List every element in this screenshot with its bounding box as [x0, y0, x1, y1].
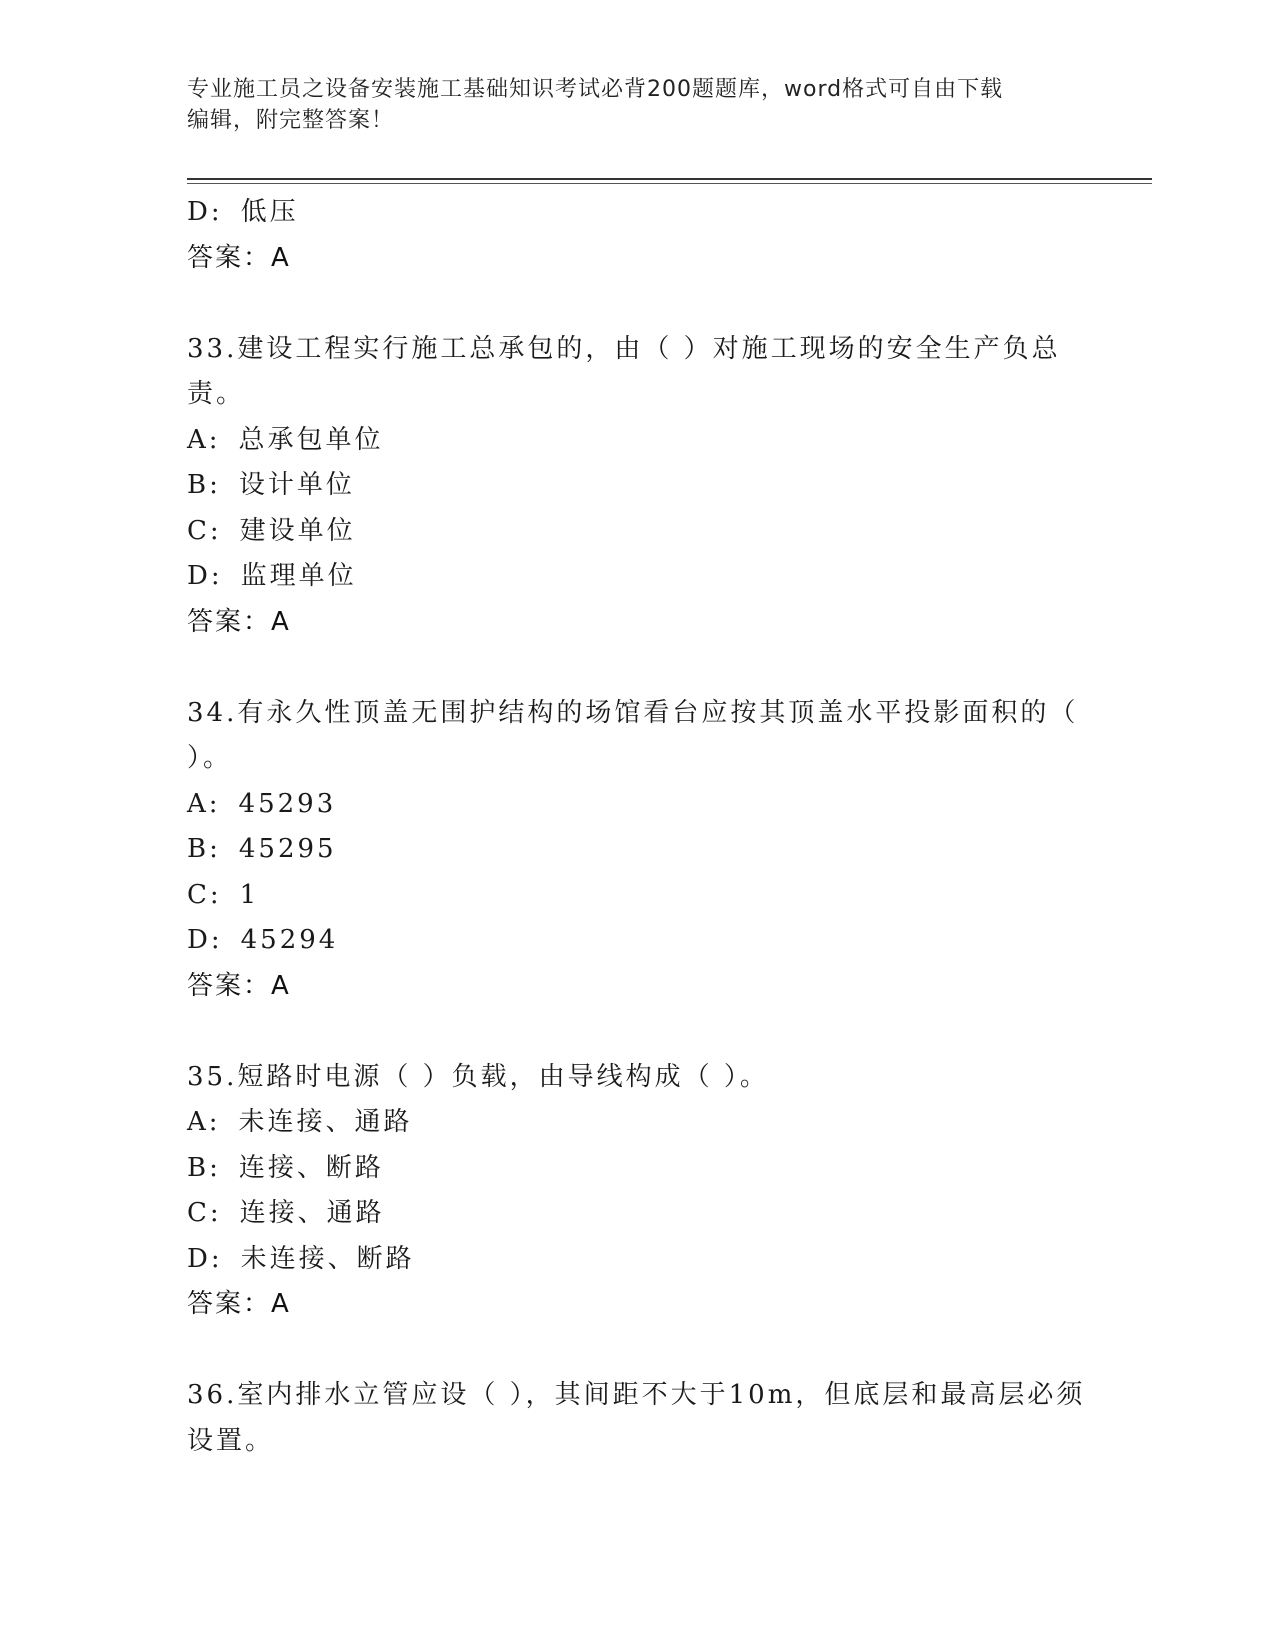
option-label: A: — [187, 1107, 221, 1137]
option-text: 45294 — [240, 925, 339, 955]
option-label: D: — [187, 925, 223, 955]
header-divider-thin — [187, 183, 1152, 184]
option-d — [187, 918, 1087, 964]
option-text: 未连接、通路 — [238, 1107, 413, 1137]
option-label: C: — [187, 879, 222, 910]
option-label: D: — [187, 561, 223, 591]
option-label: D: — [187, 197, 223, 227]
option-d — [187, 554, 1087, 600]
question-text-cont: ）。 — [187, 743, 233, 773]
answer-line: 答案：A — [187, 242, 291, 273]
option-text: 连接、通路 — [239, 1198, 385, 1228]
option-c — [187, 873, 1087, 919]
header-line-2: 编辑，附完整答案！ — [187, 108, 395, 133]
option-d — [187, 190, 1087, 236]
option-text: 1 — [239, 879, 260, 910]
question-text-cont: 设置。 — [187, 1425, 275, 1456]
option-label: C: — [187, 515, 222, 546]
option-d — [187, 1237, 1087, 1283]
header-line-1: 专业施工员之设备安装施工基础知识考试必背200题题库，word格式可自由下载 — [187, 77, 1004, 102]
option-text: 设计单位 — [238, 470, 355, 500]
option-a — [187, 782, 1087, 828]
option-label: A: — [187, 788, 221, 819]
option-text: 未连接、断路 — [240, 1243, 415, 1274]
option-c — [187, 1191, 1087, 1237]
question-35 — [187, 1055, 1087, 1328]
option-b — [187, 827, 1087, 873]
option-text: 总承包单位 — [238, 424, 384, 455]
question-36 — [187, 1373, 1087, 1464]
option-text: 45295 — [238, 834, 337, 864]
question-text: 34.有永久性顶盖无围护结构的场馆看台应按其顶盖水平投影面积的（ — [187, 697, 1079, 728]
option-c — [187, 509, 1087, 555]
option-a — [187, 418, 1087, 464]
question-text: 35.短路时电源（ ）负载，由导线构成（ ）。 — [187, 1061, 769, 1092]
option-text: 低压 — [240, 197, 299, 227]
option-label: D: — [187, 1243, 223, 1274]
option-label: B: — [187, 470, 221, 500]
answer-line: 答案：A — [187, 606, 291, 637]
question-text: 36.室内排水立管应设（ ），其间距不大于10m，但底层和最高层必须 — [187, 1380, 1086, 1410]
option-text: 连接、断路 — [238, 1152, 384, 1183]
question-33 — [187, 327, 1087, 646]
option-b — [187, 463, 1087, 509]
option-text: 监理单位 — [240, 561, 357, 591]
option-label: A: — [187, 424, 221, 455]
question-34 — [187, 691, 1087, 1010]
option-text: 建设单位 — [239, 515, 356, 546]
question-text: 33.建设工程实行施工总承包的，由（ ）对施工现场的安全生产负总 — [187, 333, 1061, 364]
option-text: 45293 — [238, 788, 337, 819]
question-text-cont: 责。 — [187, 379, 246, 409]
answer-line: 答案：A — [187, 970, 291, 1001]
option-label: B: — [187, 834, 221, 864]
document-header — [187, 74, 1087, 136]
option-label: B: — [187, 1152, 221, 1183]
header-divider-thick — [187, 178, 1152, 180]
option-a — [187, 1100, 1087, 1146]
option-b — [187, 1146, 1087, 1192]
question-list — [187, 190, 1087, 1464]
answer-line: 答案：A — [187, 1289, 291, 1319]
option-label: C: — [187, 1198, 222, 1228]
